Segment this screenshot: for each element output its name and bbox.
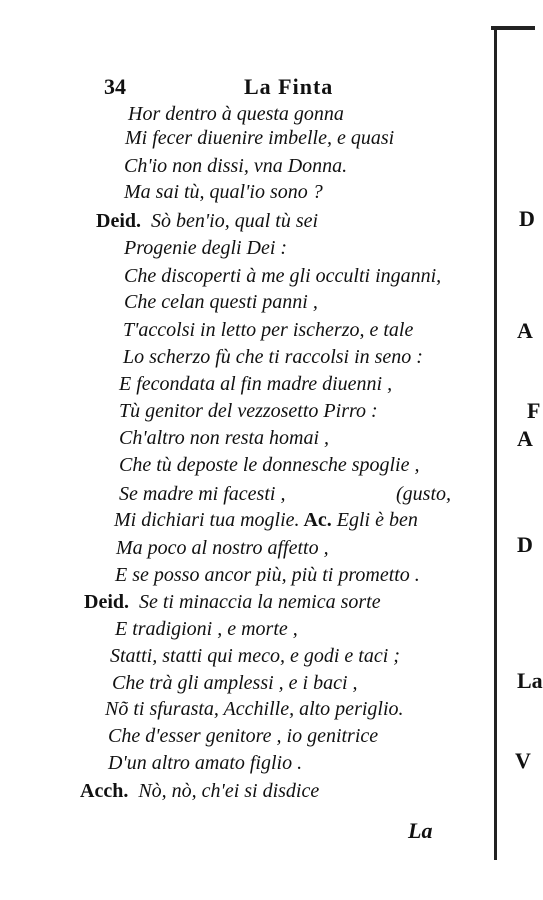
verse-text-span: T'accolsi in letto per ischerzo, e tale [123, 319, 414, 341]
verse-text-span: Che d'esser genitore , io genitrice [108, 725, 379, 747]
verse-line [105, 697, 404, 721]
verse-text-span: Progenie degli Dei : [124, 237, 288, 259]
speaker-label: Ac. [299, 509, 337, 531]
verse-line [125, 126, 394, 150]
page-number: 34 [104, 74, 126, 99]
verse-line [124, 236, 287, 260]
verse-text-span: Tù genitor del vezzosetto Pirro : [119, 400, 378, 422]
verse-line [124, 180, 323, 204]
verse-text-span: Ma poco al nostro affetto , [116, 537, 329, 559]
facing-page-letter: La [517, 668, 543, 693]
verse-text-span: Che celan questi panni , [124, 291, 318, 313]
facing-page-letter: D [517, 532, 533, 557]
verse-line [114, 508, 418, 532]
verse-line [110, 644, 400, 668]
facing-page-letter: A [517, 318, 533, 343]
verse-text-span: Mi fecer diuenire imbelle, e quasi [125, 127, 395, 149]
verse-line [123, 318, 413, 342]
facing-page-letter: A [517, 426, 533, 451]
facing-page-letter: F [527, 398, 541, 423]
verse-text-span: Che discoperti à me gli occulti inganni, [124, 265, 442, 287]
verse-line [108, 724, 378, 748]
verse-line [84, 590, 381, 614]
verse-text-span: Ch'io non dissi, vna Donna. [124, 155, 348, 177]
verse-line [108, 751, 302, 775]
verse-text-span: Sò ben'io, qual tù sei [151, 210, 319, 232]
verse-line [128, 102, 344, 126]
speaker-label: Acch. [80, 780, 129, 802]
verse-text-span: Nò, nò, ch'ei si disdice [138, 780, 320, 802]
verse-text-span: Mi dichiari tua moglie. [114, 509, 300, 531]
verse-text-span: Che tù deposte le donnesche spoglie , [119, 454, 420, 476]
verse-line [119, 372, 392, 396]
verse-text-span: Lo scherzo fù che ti raccolsi in seno : [123, 346, 423, 368]
verse-line [116, 536, 329, 560]
verse-text-span: Che trà gli amplessi , e i baci , [112, 672, 358, 694]
verse-line [80, 779, 319, 803]
verse-line [124, 154, 347, 178]
verse-text-span: D'un altro amato figlio . [108, 752, 303, 774]
verse-turnover: (gusto, [396, 483, 451, 505]
verse-text-span: Ma sai tù, qual'io sono ? [124, 181, 323, 203]
catchword: La [408, 818, 433, 843]
verse-text-span: E fecondata al fin madre diuenni , [119, 373, 393, 395]
verse-line [115, 617, 298, 641]
verse-text-span: E tradigioni , e morte , [115, 618, 298, 640]
verse-text-span: Se ti minaccia la nemica sorte [139, 591, 381, 613]
speaker-label: Deid. [84, 591, 129, 613]
verse-line [123, 345, 423, 369]
verse-text-span: Statti, statti qui meco, e godi e taci ; [110, 645, 400, 667]
running-title: La Finta [244, 74, 334, 99]
verse-text-span: Se madre mi facesti , [119, 483, 286, 505]
verse-line [124, 264, 441, 288]
verse-line [115, 563, 420, 587]
verse-text-span: Nõ ti sfurasta, Acchille, alto periglio. [105, 698, 404, 720]
verse-text-span: Hor dentro à questa gonna [128, 103, 344, 125]
verse-line [112, 671, 358, 695]
speaker-label: Deid. [96, 210, 141, 232]
verse-text-span: Egli è ben [336, 509, 418, 531]
verse-text-span: E se posso ancor più, più ti prometto . [115, 564, 420, 586]
verse-line [119, 453, 420, 477]
verse-line [96, 209, 318, 233]
verse-line [124, 290, 318, 314]
facing-page-letter: V [515, 748, 531, 773]
verse-text-span: Ch'altro non resta homai , [119, 427, 330, 449]
verse-line [119, 399, 378, 423]
facing-page-letter: D [519, 206, 535, 231]
page-gutter [494, 30, 497, 860]
verse-line [119, 426, 329, 450]
verse-line [119, 482, 285, 506]
gutter-top-rule [491, 26, 535, 30]
